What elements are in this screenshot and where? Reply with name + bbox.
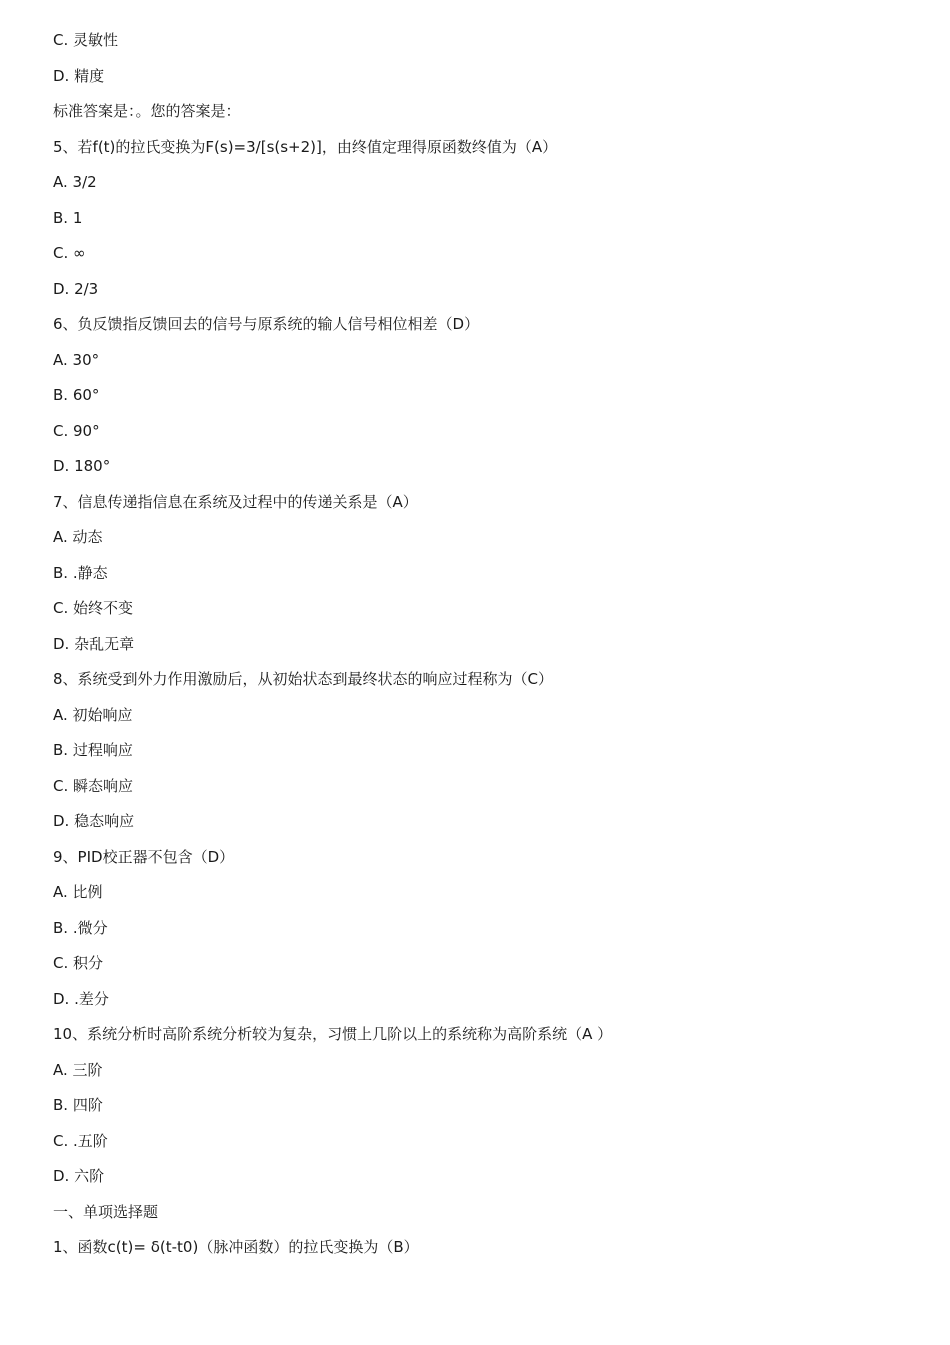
- q10-option-b: B. 四阶: [53, 1096, 103, 1114]
- q8-option-c: C. 瞬态响应: [53, 776, 134, 795]
- q7-option-b: B. .静态: [53, 563, 108, 582]
- answer-line: 标准答案是：。您的答案是：: [53, 102, 241, 120]
- q5-option-c: C. ∞: [53, 244, 86, 262]
- question-1: 1、函数c(t)= δ(t-t0)（脉冲函数）的拉氏变换为（B）: [53, 1238, 419, 1256]
- q5-option-d: D. 2/3: [53, 279, 99, 298]
- q9-option-a: A. 比例: [53, 883, 103, 901]
- q5-option-a: A. 3/2: [53, 173, 97, 191]
- q8-option-b: B. 过程响应: [53, 741, 133, 759]
- question-5: 5、若f(t)的拉氏变换为F(s)=3/[s(s+2)]，由终值定理得原函数终值为（A）: [53, 137, 558, 156]
- q8-option-d: D. 稳态响应: [53, 812, 135, 830]
- q9-option-b: B. .微分: [53, 918, 108, 937]
- question-6: 6、负反馈指反馈回去的信号与原系统的输人信号相位相差（D）: [53, 315, 480, 333]
- option-c-line: C. 灵敏性: [53, 31, 119, 49]
- q9-option-c: C. 积分: [53, 954, 104, 972]
- q6-option-a: A. 30°: [53, 350, 100, 369]
- question-7: 7、信息传递指信息在系统及过程中的传递关系是（A）: [53, 492, 418, 511]
- question-list: [53, 28, 913, 1271]
- question-10: 10、系统分析时高阶系统分析较为复杂，习惯上几阶以上的系统称为高阶系统（A ）: [53, 1025, 613, 1043]
- q10-option-a: A. 三阶: [53, 1060, 103, 1079]
- q7-option-a: A. 动态: [53, 528, 103, 546]
- section-heading: 一、单项选择题: [53, 1202, 159, 1221]
- question-8: 8、系统受到外力作用激励后，从初始状态到最终状态的响应过程称为（C）: [53, 670, 554, 688]
- q10-option-c: C. .五阶: [53, 1131, 108, 1150]
- option-d-line: D. 精度: [53, 66, 105, 85]
- question-9: 9、PID校正器不包含（D）: [53, 847, 235, 866]
- q10-option-d: D. 六阶: [53, 1167, 105, 1185]
- q7-option-d: D. 杂乱无章: [53, 634, 135, 653]
- q6-option-b: B. 60°: [53, 386, 100, 404]
- q5-option-b: B. 1: [53, 208, 83, 227]
- q6-option-c: C. 90°: [53, 421, 100, 440]
- q6-option-d: D. 180°: [53, 457, 111, 475]
- q7-option-c: C. 始终不变: [53, 599, 134, 617]
- q9-option-d: D. .差分: [53, 989, 109, 1008]
- q8-option-a: A. 初始响应: [53, 705, 133, 724]
